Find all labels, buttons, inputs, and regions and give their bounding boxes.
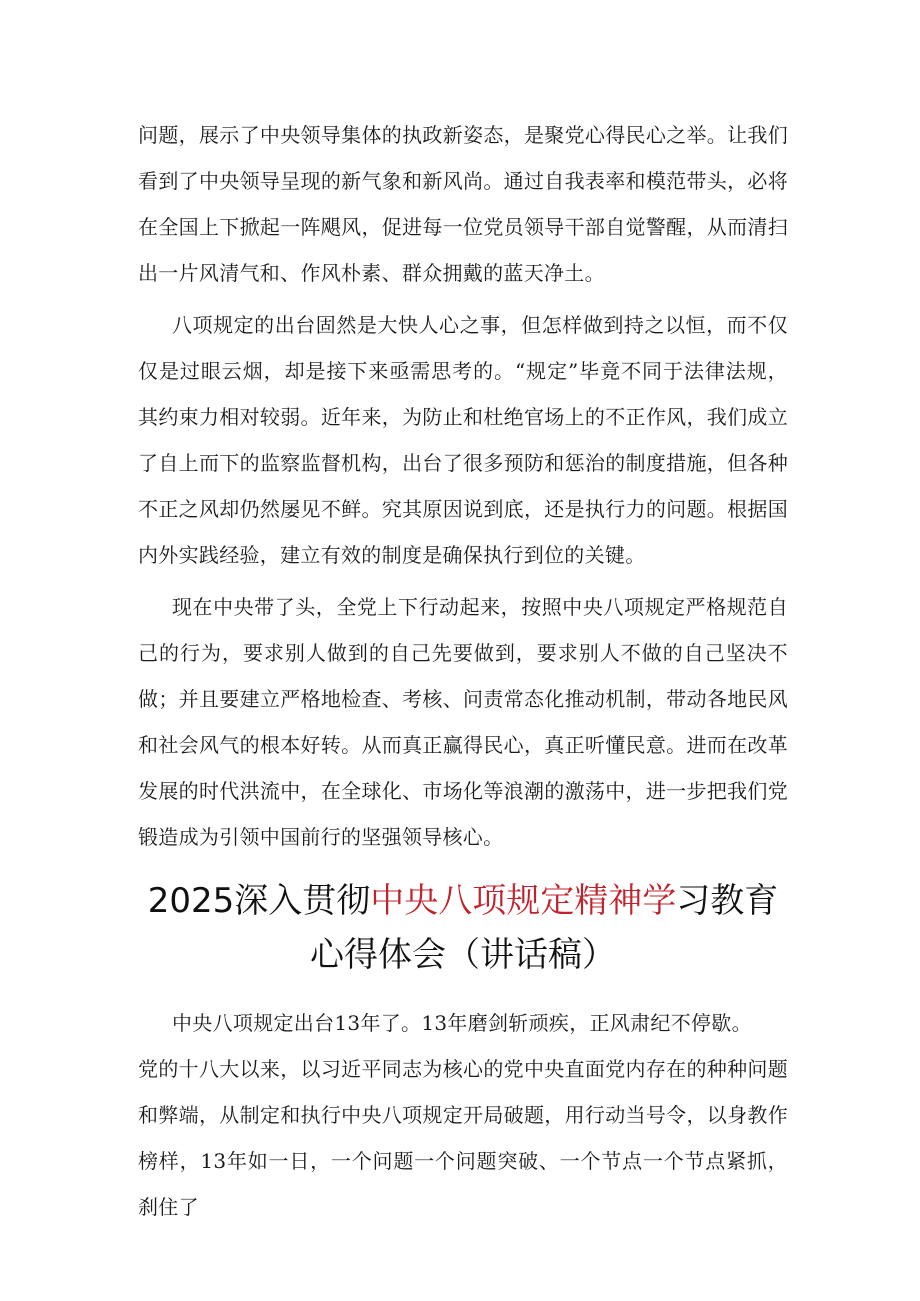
article-title bbox=[138, 874, 788, 982]
paragraph-continuation: 问题，展示了中央领导集体的执政新姿态，是聚党心得民心之举。让我们看到了中央领导呈现的新气象和新风尚。通过自我表率和模范带头，必将在全国上下掀起一阵飓风，促进每一位党员领导干部自觉警醒，从而清扫出一片风清气和、作风朴素、群众拥戴的蓝天净土。 bbox=[138, 123, 788, 285]
paragraph-central-leadership: 现在中央带了头，全党上下行动起来，按照中央八项规定严格规范自己的行为，要求别人做到的自己先要做到，要求别人不做的自己坚决不做；并且要建立严格地检查、考核、问责常态化推动机制，带动各地民风和社会风气的根本好转。从而真正赢得民心，真正听懂民意。进而在改革发展的时代洪流中，在全球化、市场化等浪潮的激荡中，进一步把我们党锻造成为引领中国前行的坚强领导核心。 bbox=[138, 595, 788, 849]
title-part2: 习教育 bbox=[676, 881, 779, 921]
paragraph-eight-rules-persistence: 八项规定的出台固然是大快人心之事，但怎样做到持之以恒，而不仅仅是过眼云烟，却是接下来亟需思考的。“规定”毕竟不同于法律法规，其约束力相对较弱。近年来，为防止和杜绝官场上的不正作风，我们成立了自上而下的监察监督机构，出台了很多预防和惩治的制度措施，但各种不正之风却仍然屡见不鲜。究其原因说到底，还是执行力的问题。根据国内外实践经验，建立有效的制度是确保执行到位的关键。 bbox=[138, 313, 788, 567]
paragraph-intro: 中央八项规定出台13年了。13年磨剑斩顽疾，正风肃纪不停歇。 bbox=[172, 1011, 752, 1035]
document-page bbox=[138, 112, 788, 1230]
paragraph-eighteenth-congress: 党的十八大以来，以习近平同志为核心的党中央直面党内存在的种种问题和弊端，从制定和执行中央八项规定开局破题，用行动当号令，以身教作榜样，13年如一日，一个问题一个问题突破、一个节点一个节点紧抓，刹住了 bbox=[138, 1057, 788, 1219]
title-line2: 心得体会（讲话稿） bbox=[310, 935, 616, 975]
title-highlight: 中央八项规定精神学 bbox=[370, 881, 677, 921]
title-part1: 2025深入贯彻 bbox=[147, 881, 371, 921]
